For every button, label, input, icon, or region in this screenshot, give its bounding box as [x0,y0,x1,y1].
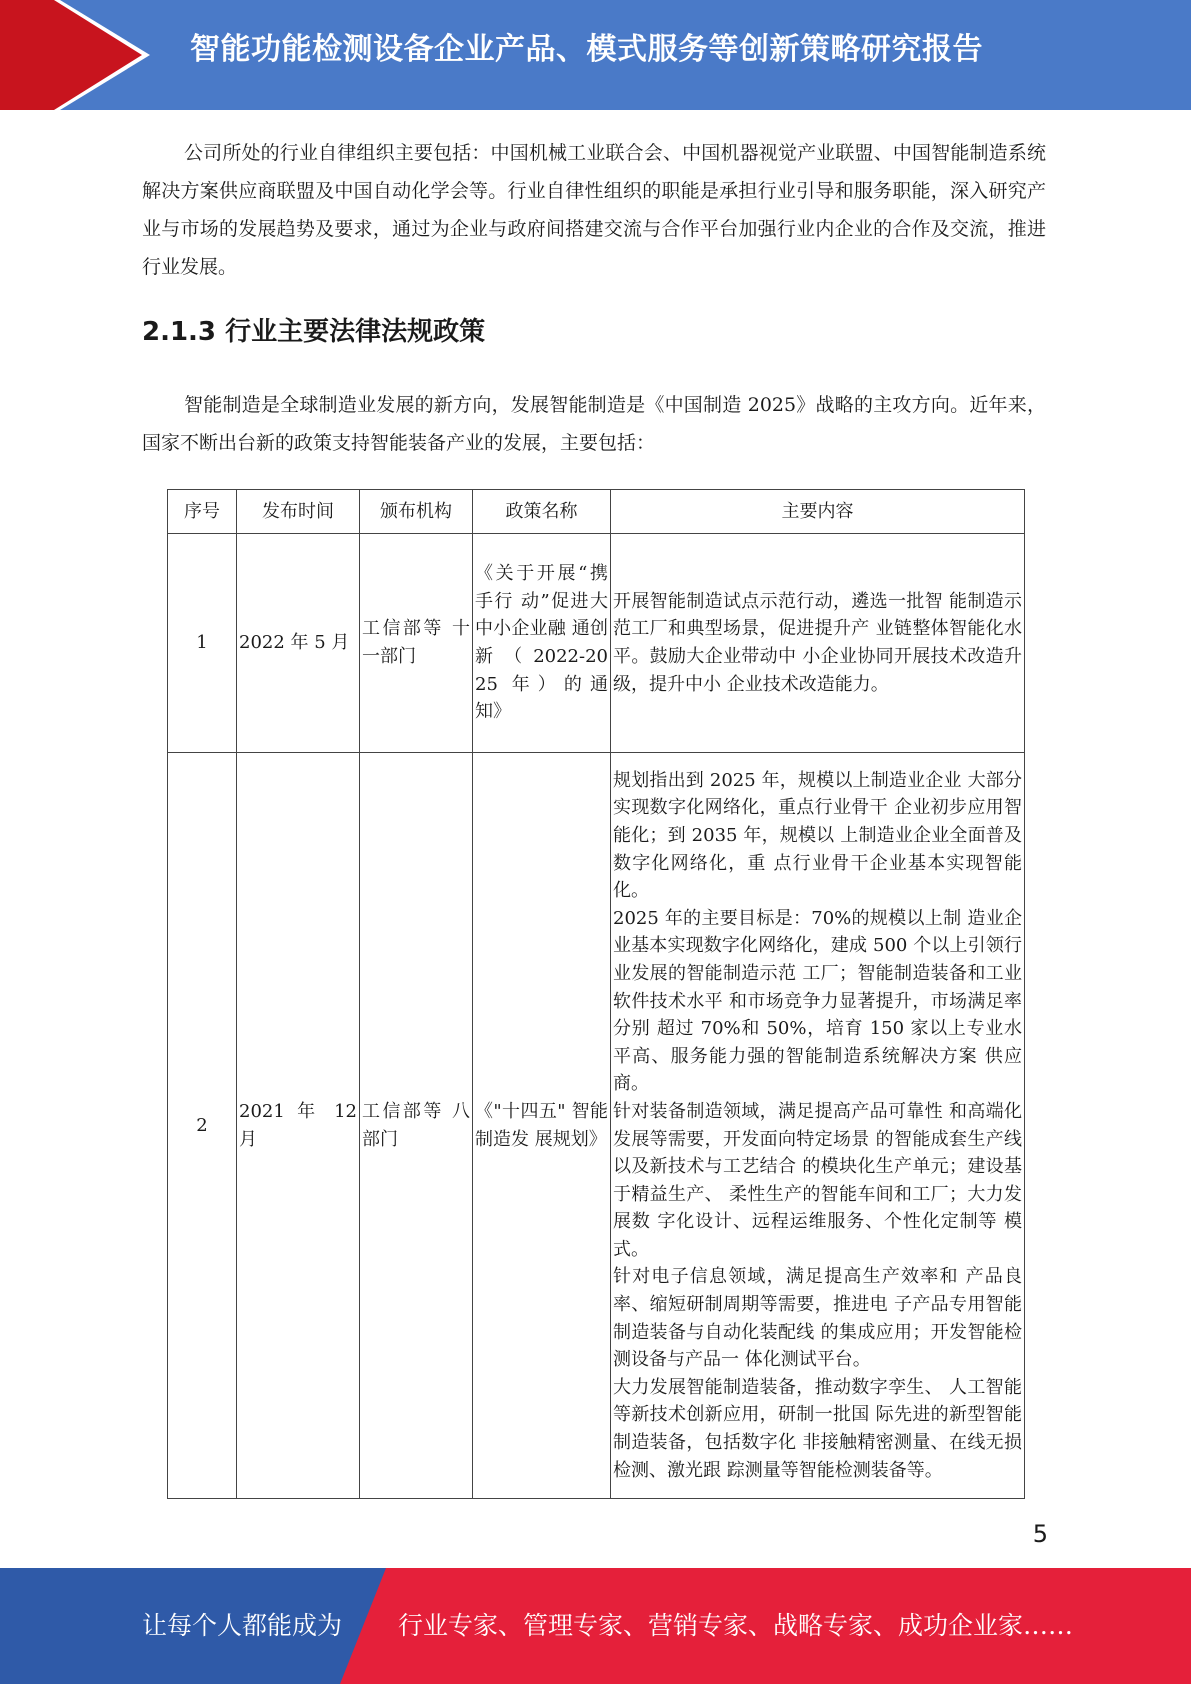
content-paragraph: 2025 年的主要目标是：70%的规模以上制 造业企业基本实现数字化网络化，建成 500 个以上引领行业发展的智能制造示范 工厂；智能制造装备和工业软件技术水平 和市场竞争力显著提升，市场满足率分别 超过 70%和 50%，培育 150 家以上专业水平高、服务能力强的智能制造系统解决方案 供应商。 [613,907,1022,1095]
section-paragraph: 智能制造是全球制造业发展的新方向，发展智能制造是《中国制造 2025》战略的主攻方向。近年来，国家不断出台新的政策支持智能装备产业的发展，主要包括： [142,394,1046,454]
content-paragraph: 大力发展智能制造装备，推动数字孪生、 人工智能等新技术创新应用，研制一批国 际先进的新型智能制造装备，包括数字化 非接触精密测量、在线无损检测、激光跟 踪测量等智能检测装备等。 [613,1376,1022,1481]
column-header-number: 序号 [168,490,237,534]
table-row [168,534,1025,753]
row-number-cell: 1 [168,534,237,753]
column-header-policy: 政策名称 [473,490,611,534]
footer-slogan-left: 让每个人都能成为 [142,1611,343,1640]
page-header [0,0,1191,110]
report-title: 智能功能检测设备企业产品、模式服务等创新策略研究报告 [190,32,983,67]
table-row [168,753,1025,1499]
content-paragraph: 针对装备制造领域，满足提高产品可靠性 和高端化发展等需要，开发面向特定场景 的智能成套生产线以及新技术与工艺结合 的模块化生产单元；建设基于精益生产、 柔性生产的智能车间和工厂；大力发展数 字化设计、远程运维服务、个性化定制等 模式。 [613,1100,1022,1260]
intro-paragraph: 公司所处的行业自律组织主要包括：中国机械工业联合会、中国机器视觉产业联盟、中国智能制造系统解决方案供应商联盟及中国自动化学会等。行业自律性组织的职能是承担行业引导和服务职能，深入研究产业与市场的发展趋势及要求，通过为企业与政府间搭建交流与合作平台加强行业内企业的合作及交流，推进行业发展。 [142,142,1046,278]
content-paragraph: 规划指出到 2025 年，规模以上制造业企业 大部分实现数字化网络化，重点行业骨干 企业初步应用智能化；到 2035 年，规模以 上制造业企业全面普及数字化网络化，重 点行业骨干企业基本实现智能化。 [613,769,1022,902]
page-number: 5 [1032,1520,1048,1548]
content-cell [611,753,1025,1499]
content-paragraph: 开展智能制造试点示范行动，遴选一批智 能制造示范工厂和典型场景，促进提升产 业链整体智能化水平。鼓励大企业带动中 小企业协同开展技术改造升级，提升中小 企业技术改造能力。 [613,590,1022,695]
footer-slogan-right: 行业专家、管理专家、营销专家、战略专家、成功企业家…… [398,1611,1074,1640]
agency-cell: 工信部等 八部门 [360,753,473,1499]
row-number-cell: 2 [168,753,237,1499]
policy-name-cell: 《关于开展“携手行 动”促进大 中小企业融 通创新 （ 2022-2025 年）的通 知》 [473,534,611,753]
column-header-date: 发布时间 [237,490,360,534]
release-date-cell: 2021 年 12 月 [237,753,360,1499]
table-header-row [168,490,1025,534]
policy-name-cell: 《"十四五" 智能制造发 展规划》 [473,753,611,1499]
page-footer [0,1568,1191,1684]
content-cell [611,534,1025,753]
release-date-cell: 2022 年 5 月 [237,534,360,753]
content-paragraph: 针对电子信息领域，满足提高生产效率和 产品良率、缩短研制周期等需要，推进电 子产品专用智能制造装备与自动化装配线 的集成应用；开发智能检测设备与产品一 体化测试平台。 [613,1266,1022,1371]
agency-cell: 工信部等 十一部门 [360,534,473,753]
policy-table [167,489,1025,1499]
section-heading: 2.1.3 行业主要法律法规政策 [142,317,486,347]
column-header-content: 主要内容 [611,490,1025,534]
column-header-agency: 颁布机构 [360,490,473,534]
